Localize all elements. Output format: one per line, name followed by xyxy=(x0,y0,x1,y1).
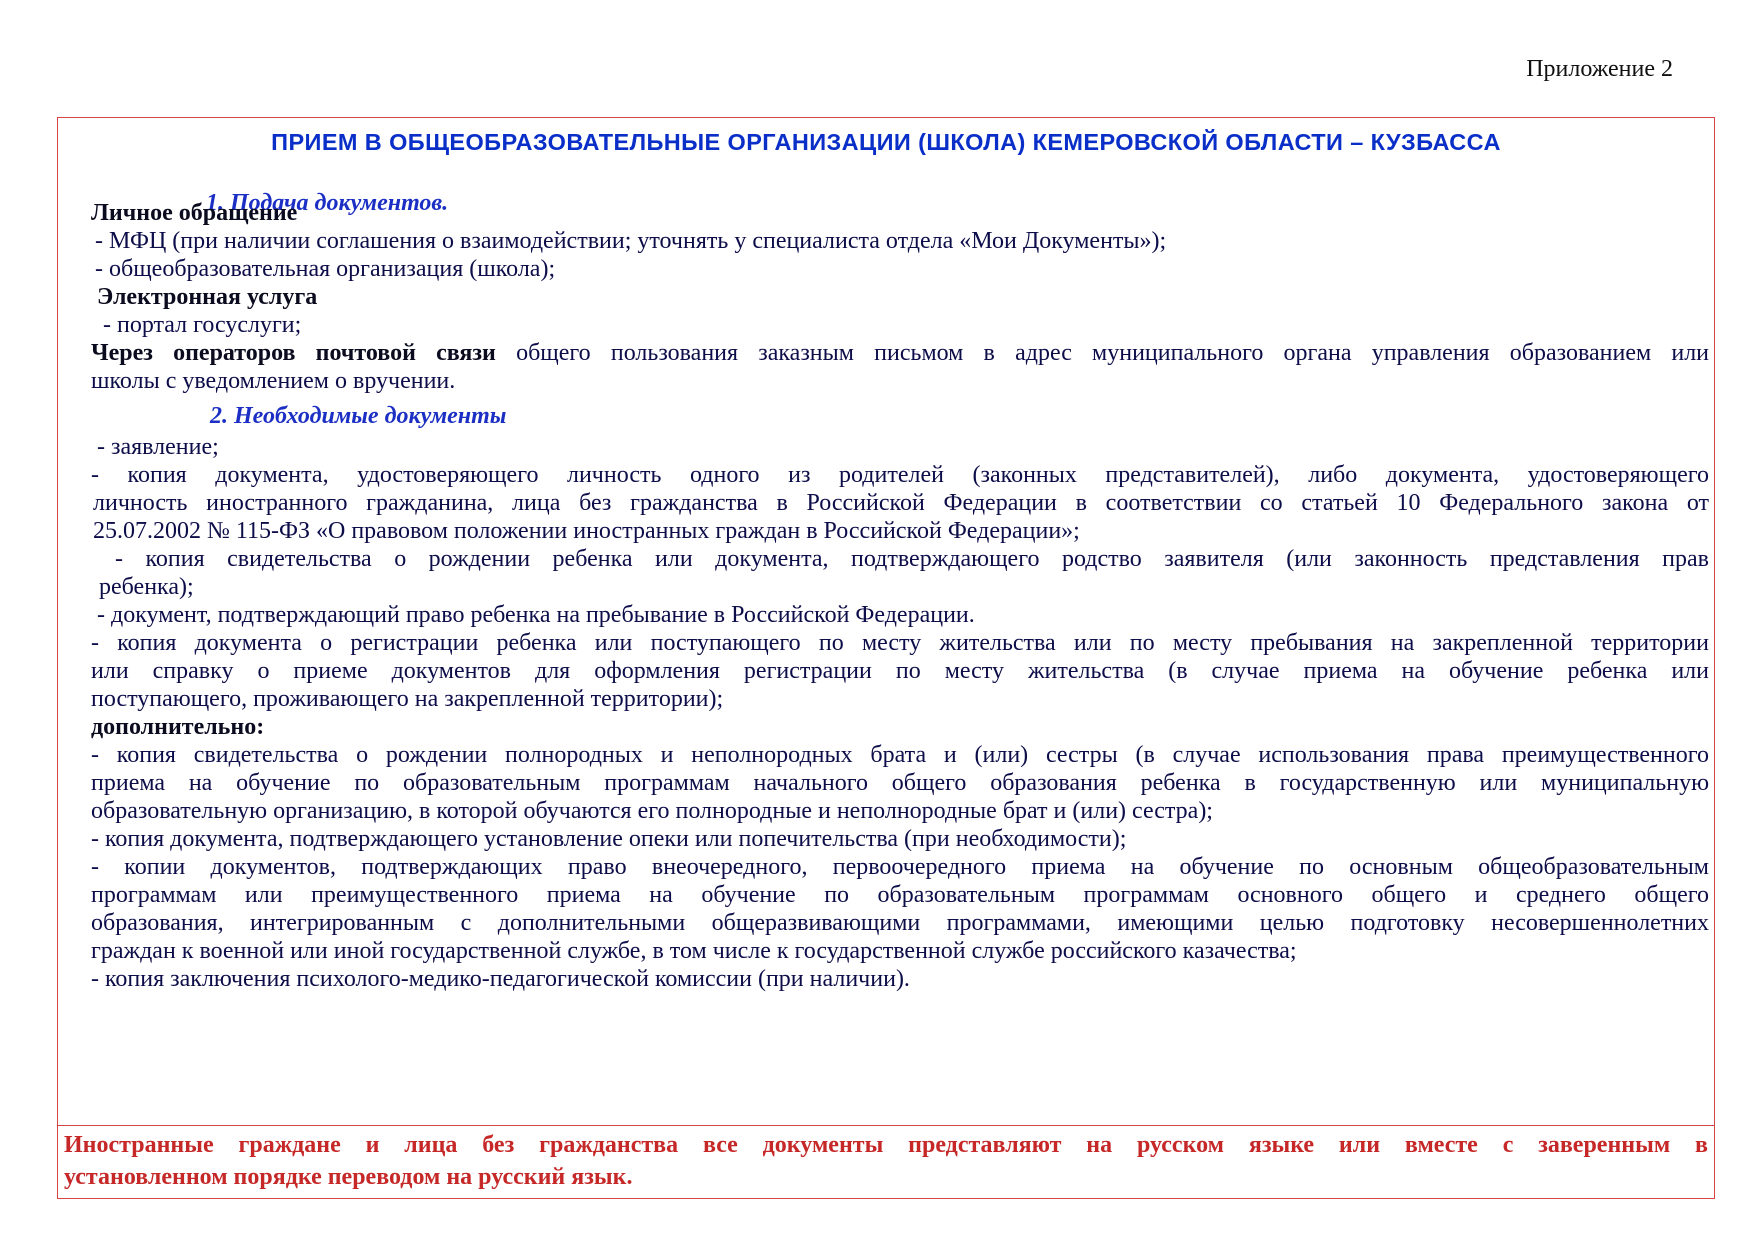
note-line: Иностранные граждане и лица без гражданства все документы представляют на русском языке или вместе с заверенным в xyxy=(64,1132,1708,1158)
list-item: приема на обучение по образовательным программам начального общего образования ребенка в государственную или муниципальную xyxy=(91,770,1709,796)
list-item: - копия документа о регистрации ребенка или поступающего по месту жительства или по месту пребывания на закрепленной территории xyxy=(91,630,1709,656)
list-item: - копия документа, удостоверяющего личность одного из родителей (законных представителей), либо документа, удостоверяющего xyxy=(91,462,1709,488)
list-item: 25.07.2002 № 115-ФЗ «О правовом положении иностранных граждан в Российской Федерации»; xyxy=(93,518,1080,544)
personal-label: Личное обращение xyxy=(91,200,298,226)
list-item: поступающего, проживающего на закрепленной территории); xyxy=(91,686,724,712)
list-item: или справку о приеме документов для оформления регистрации по месту жительства (в случае приема на обучение ребенка или xyxy=(91,658,1709,684)
list-item: программам или преимущественного приема на обучение по образовательным программам основного общего и среднего общего xyxy=(91,882,1709,908)
list-item: - общеобразовательная организация (школа); xyxy=(95,256,556,282)
list-item: - заявление; xyxy=(97,434,219,460)
list-item: - копия заключения психолого-медико-педагогической комиссии (при наличии). xyxy=(91,966,910,992)
list-item: образовательную организацию, в которой обучаются его полнородные и неполнородные брат и (или) сестра); xyxy=(91,798,1213,824)
list-item: образования, интегрированным с дополнительными общеразвивающими программами, имеющими целью подготовку несовершеннолетних xyxy=(91,910,1709,936)
list-item: - портал госуслуги; xyxy=(103,312,302,338)
document-frame xyxy=(57,117,1715,1199)
list-item: личность иностранного гражданина, лица без гражданства в Российской Федерации в соответствии со статьей 10 Федерального закона от xyxy=(93,490,1709,516)
document-title: ПРИЕМ В ОБЩЕОБРАЗОВАТЕЛЬНЫЕ ОРГАНИЗАЦИИ (ШКОЛА) КЕМЕРОВСКОЙ ОБЛАСТИ – КУЗБАССА xyxy=(271,129,1501,155)
list-item: - копия документа, подтверждающего установление опеки или попечительства (при необходимости); xyxy=(91,826,1127,852)
post-label: Через операторов почтовой связи xyxy=(91,340,496,366)
post-text: общего пользования заказным письмом в адрес муниципального органа управления образованием или xyxy=(495,340,1710,366)
list-item: граждан к военной или иной государственной службе, в том числе к государственной службе российского казачества; xyxy=(91,938,1297,964)
list-item: - копия свидетельства о рождении полнородных и неполнородных брата и (или) сестры (в случае использования права преимущественного xyxy=(91,742,1709,768)
additional-label: дополнительно: xyxy=(91,714,265,740)
main-content xyxy=(58,118,1714,1125)
list-item: - копии документов, подтверждающих право внеочередного, первоочередного приема на обучение по основным общеобразовательным xyxy=(91,854,1709,880)
list-item: - МФЦ (при наличии соглашения о взаимодействии; уточнять у специалиста отдела «Мои Документы»); xyxy=(95,228,1167,254)
list-item: ребенка); xyxy=(99,574,194,600)
post-line xyxy=(91,338,1709,369)
appendix-label: Приложение 2 xyxy=(1526,56,1673,82)
note-line: установленном порядке переводом на русский язык. xyxy=(64,1164,633,1190)
section-heading-submission: 1. Подача документов. xyxy=(206,190,449,216)
section-heading-documents: 2. Необходимые документы xyxy=(210,403,507,429)
list-item: - документ, подтверждающий право ребенка на пребывание в Российской Федерации. xyxy=(97,602,975,628)
post-line-cont: школы с уведомлением о вручении. xyxy=(91,368,456,394)
electronic-label: Электронная услуга xyxy=(97,284,318,310)
note-divider xyxy=(58,1125,1714,1126)
list-item: - копия свидетельства о рождении ребенка или документа, подтверждающего родство заявителя (или законность представления прав xyxy=(115,546,1709,572)
